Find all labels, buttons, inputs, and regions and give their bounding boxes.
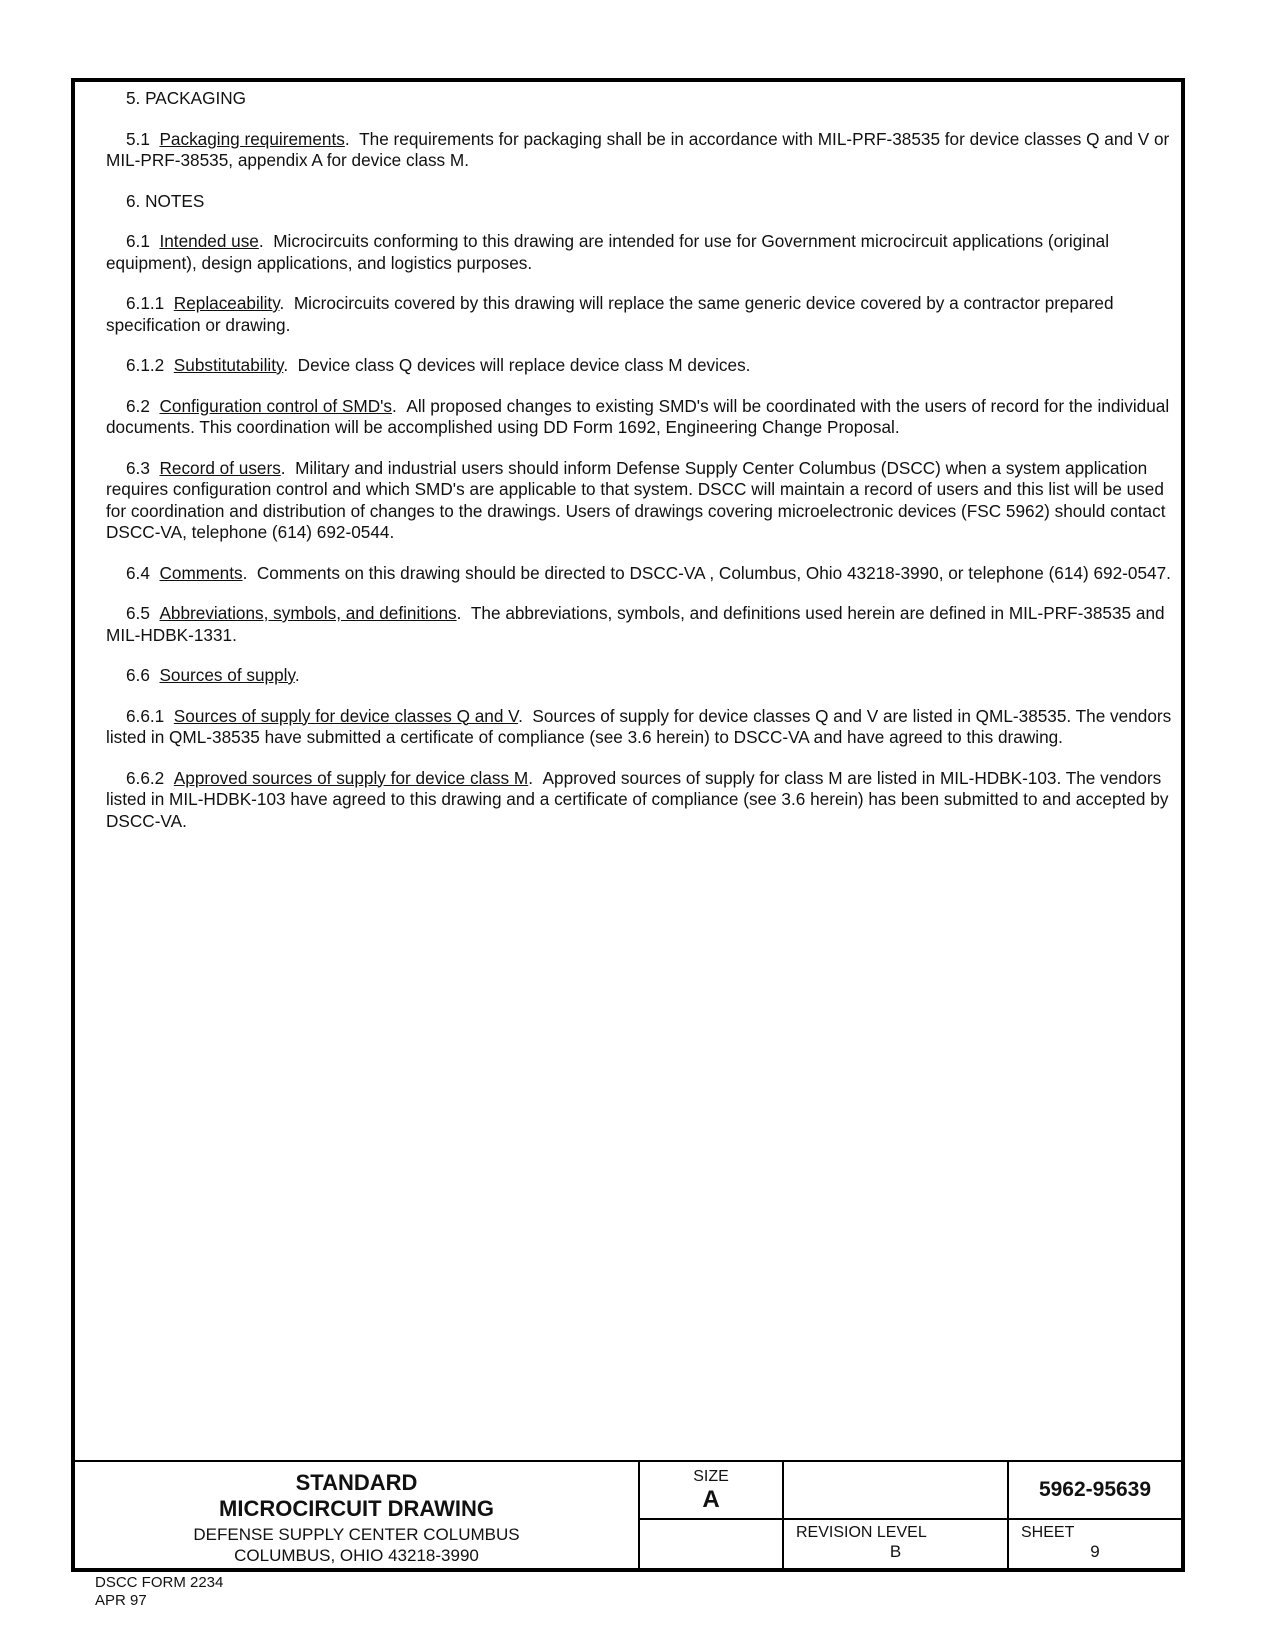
section-5-heading: 5. PACKAGING (126, 88, 247, 108)
section-title: Sources of supply for device classes Q and V (173, 705, 519, 726)
section-title: Replaceability (173, 293, 280, 313)
section-6-1-2: 6.1.2 Substitutability. Device class Q devices will replace device class M devices. (126, 355, 751, 375)
title-cell (75, 1470, 638, 1566)
form-footer (95, 1574, 223, 1610)
drawing-number: 5962-95639 (1038, 1478, 1152, 1501)
title-block (75, 1460, 1181, 1568)
section-title: Abbreviations, symbols, and definitions (159, 603, 457, 623)
sheet-label: SHEET (1021, 1524, 1075, 1541)
sheet-cell (1009, 1524, 1181, 1562)
title-line-2: MICROCIRCUIT DRAWING (219, 1496, 494, 1521)
section-title: Sources of supply (159, 665, 295, 685)
size-value: A (702, 1486, 720, 1513)
section-6-1-1: 6.1.1 Replaceability. Microcircuits covered by this drawing will replace the same generic device covered by a contractor prepared specification or drawing. (106, 293, 1114, 335)
size-cell (640, 1468, 782, 1514)
section-title: Approved sources of supply for device class M (173, 767, 529, 788)
section-6-6: 6.6 Sources of supply. (126, 665, 300, 685)
section-6-6-1: 6.6.1 Sources of supply for device classes Q and V. Sources of supply for device classes Q and V are listed in QML-38535. The vendors listed in QML-38535 have submitted a certificate of compliance (see 3.6 herein) to DSCC-VA and have agreed to this drawing. (106, 705, 1172, 747)
document-body (106, 88, 1176, 851)
section-title: Record of users (159, 457, 281, 478)
section-6-heading: 6. NOTES (126, 190, 205, 211)
revision-label: REVISION LEVEL (796, 1524, 927, 1541)
section-title: Configuration control of SMD's (159, 395, 393, 416)
section-6-6-2: 6.6.2 Approved sources of supply for device class M. Approved sources of supply for class M are listed in MIL-HDBK-103. The vendors listed in MIL-HDBK-103 have agreed to this drawing and a certificate of compliance (see 3.6 herein) has been submitted to and accepted by DSCC-VA. (106, 767, 1169, 831)
section-6-3: 6.3 Record of users. Military and industrial users should inform Defense Supply Center Columbus (DSCC) when a system application requires configuration control and which SMD's are applicable to that system. DSCC will maintain a record of users and this list will be used for coordination and distribution of changes to the drawings. Users of drawings covering microelectronic devices (FSC 5962) should contact DSCC-VA, telephone (614) 692-0544. (106, 457, 1166, 542)
drawing-number-cell (1009, 1478, 1181, 1502)
agency-name: DEFENSE SUPPLY CENTER COLUMBUS (193, 1525, 520, 1544)
form-date: APR 97 (95, 1592, 147, 1609)
form-number: DSCC FORM 2234 (95, 1574, 224, 1591)
section-6-5: 6.5 Abbreviations, symbols, and definitions. The abbreviations, symbols, and definitions used herein are defined in MIL-PRF-38535 and MIL-HDBK-1331. (106, 603, 1165, 645)
divider (638, 1518, 1181, 1520)
revision-value: B (889, 1542, 902, 1561)
section-6-2: 6.2 Configuration control of SMD's. All proposed changes to existing SMD's will be coordinated with the users of record for the individual documents. This coordination will be accomplished using DD Form 1692, Engineering Change Proposal. (106, 395, 1170, 437)
title-line-1: STANDARD (295, 1470, 418, 1495)
section-title: Packaging requirements (159, 128, 345, 149)
section-6-4: 6.4 Comments. Comments on this drawing should be directed to DSCC-VA , Columbus, Ohio 43218-3990, or telephone (614) 692-0547. (126, 562, 1171, 583)
section-title: Comments (159, 562, 243, 583)
section-title: Substitutability (173, 355, 284, 375)
agency-address: COLUMBUS, OHIO 43218-3990 (234, 1546, 479, 1565)
revision-cell (784, 1524, 1007, 1562)
sheet-value: 9 (1090, 1542, 1100, 1561)
section-5-1: 5.1 Packaging requirements. The requirements for packaging shall be in accordance with MIL-PRF-38535 for device classes Q and V or MIL-PRF-38535, appendix A for device class M. (106, 128, 1170, 170)
section-6-1: 6.1 Intended use. Microcircuits conforming to this drawing are intended for use for Government microcircuit applications (original equipment), design applications, and logistics purposes. (106, 231, 1110, 273)
section-title: Intended use (159, 231, 259, 251)
size-label: SIZE (693, 1468, 729, 1485)
